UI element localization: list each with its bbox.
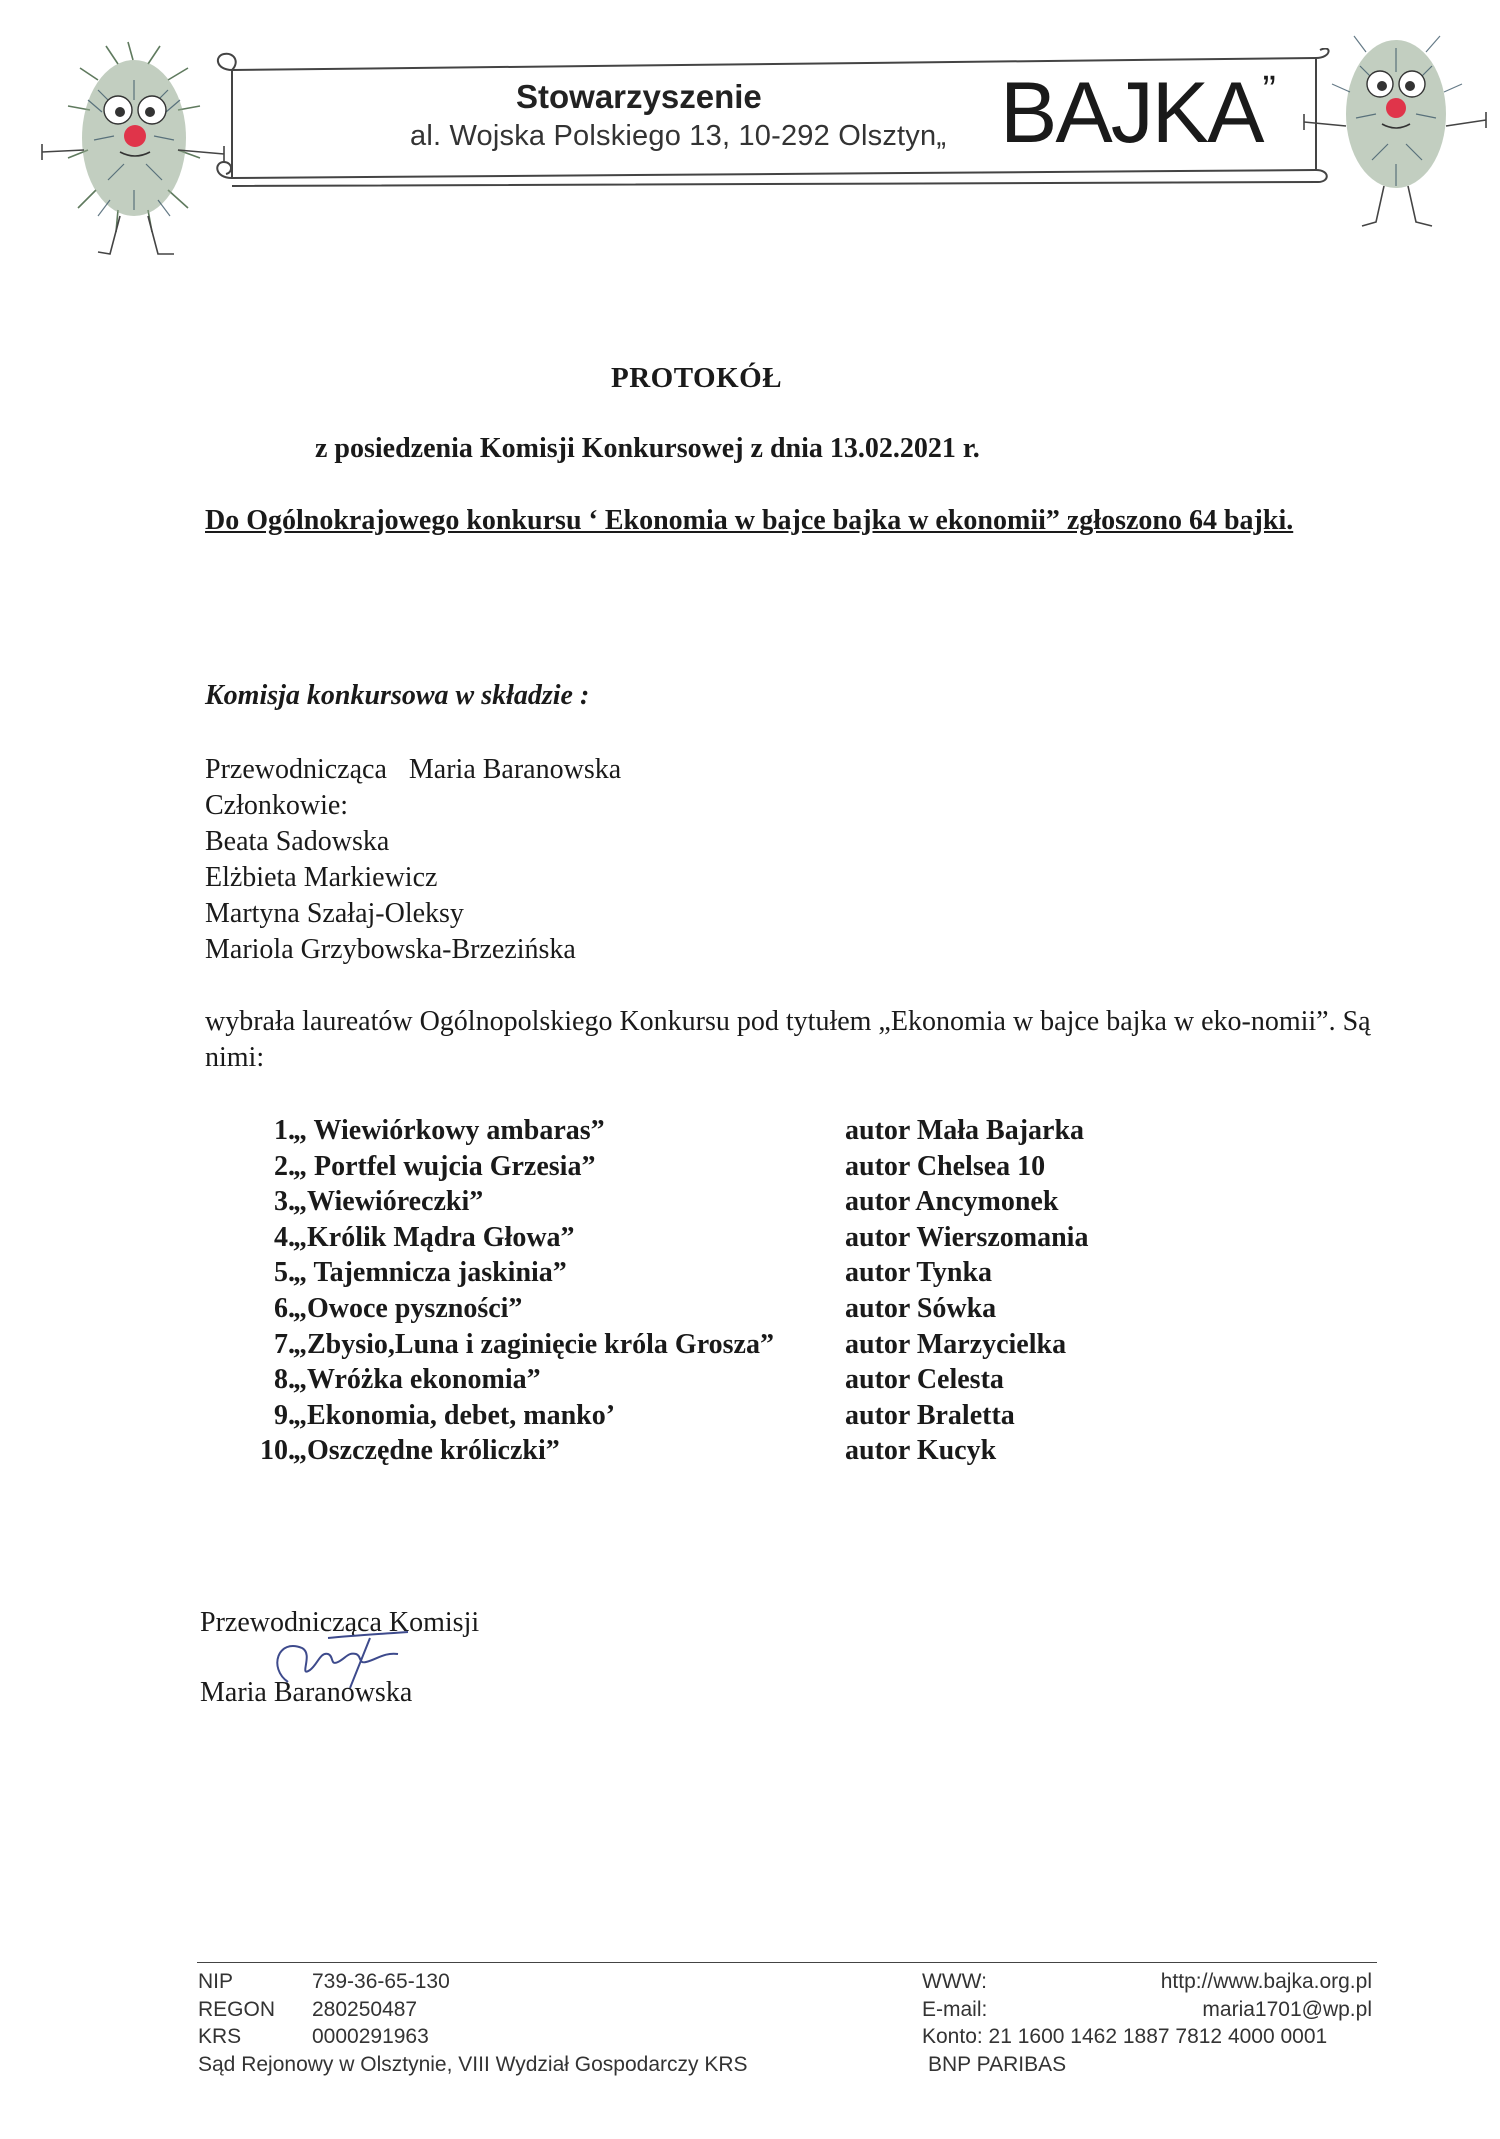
committee-member: Beata Sadowska <box>205 826 390 857</box>
organization-address <box>410 120 946 153</box>
www-label: WWW: <box>922 1970 987 1993</box>
footer-nip <box>198 1968 748 1996</box>
result-author: autor Kucyk <box>845 1435 997 1467</box>
address-quote-mark: „ <box>936 120 947 152</box>
footer-email <box>922 1996 1372 2024</box>
mascot-left-illustration <box>28 40 238 270</box>
result-author: autor Mała Bajarka <box>845 1115 1085 1146</box>
result-title: „Królik Mądra Głowa” <box>293 1221 575 1253</box>
nip-label: NIP <box>198 1970 234 1993</box>
footer-www <box>922 1968 1372 1996</box>
committee-chair <box>205 752 621 788</box>
address-text: al. Wojska Polskiego 13, 10-292 Olsztyn <box>410 120 937 152</box>
result-title: „Owoce pyszności” <box>293 1292 523 1324</box>
result-author: autor Sówka <box>845 1292 997 1324</box>
regon-label: REGON <box>198 1997 276 2021</box>
result-number: 9. <box>274 1399 295 1431</box>
result-title: „Ekonomia, debet, manko’ <box>293 1399 616 1431</box>
brand-quote-mark: ” <box>1262 68 1276 112</box>
footer-regon <box>198 1996 748 2024</box>
result-number: 10. <box>260 1435 295 1467</box>
nip-value: 739-36-65-130 <box>312 1970 450 1993</box>
footer-krs <box>198 2023 748 2051</box>
result-number: 6. <box>274 1292 295 1324</box>
krs-value: 0000291963 <box>312 2025 429 2048</box>
footer-account: Konto: 21 1600 1462 1887 7812 4000 0001 <box>922 2025 1328 2048</box>
email-link[interactable]: maria1701@wp.pl <box>1202 1997 1372 2021</box>
result-number: 7. <box>274 1328 295 1360</box>
committee-member: Mariola Grzybowska-Brzezińska <box>205 934 576 965</box>
organization-name: Stowarzyszenie <box>516 78 762 115</box>
result-number: 1. <box>274 1115 295 1146</box>
committee-list <box>205 752 621 968</box>
chair-name: Maria Baranowska <box>408 754 622 785</box>
result-author: autor Celesta <box>845 1364 1004 1396</box>
result-title: „ Portfel wujcia Grzesia” <box>293 1150 596 1182</box>
result-number: 3. <box>274 1186 295 1218</box>
result-title: „Wiewióreczki” <box>293 1186 484 1218</box>
result-title: „Zbysio,Luna i zaginięcie króla Grosza” <box>293 1328 774 1360</box>
result-number: 4. <box>274 1221 295 1253</box>
committee-member: Elżbieta Markiewicz <box>205 862 438 893</box>
contest-intro: Do Ogólnokrajowego konkursu ‘ Ekonomia w bajce bajka w ekonomii” zgłoszono 64 bajki. <box>205 505 1294 536</box>
organization-brand <box>1000 65 1276 161</box>
result-number: 2. <box>274 1150 295 1182</box>
footer-bank: BNP PARIBAS <box>928 2052 1067 2076</box>
result-author: autor Wierszomania <box>845 1221 1089 1253</box>
committee-heading: Komisja konkursowa w składzie : <box>205 680 590 711</box>
result-author: autor Braletta <box>845 1399 1015 1431</box>
krs-label: KRS <box>198 2025 242 2048</box>
signature-name: Maria Baranowska <box>200 1677 413 1708</box>
regon-value: 280250487 <box>312 1997 418 2021</box>
footer-court: Sąd Rejonowy w Olsztynie, VIII Wydział Gospodarczy KRS <box>198 2052 748 2076</box>
result-number: 5. <box>274 1257 295 1289</box>
committee-member: Martyna Szałaj-Oleksy <box>205 898 464 929</box>
chair-label: Przewodnicząca <box>205 754 387 785</box>
result-title: „ Tajemnicza jaskinia” <box>293 1257 567 1289</box>
result-author: autor Marzycielka <box>845 1328 1067 1360</box>
result-number: 8. <box>274 1364 295 1396</box>
signature-title: Przewodnicząca Komisji <box>200 1607 480 1638</box>
handwritten-signature <box>258 1618 428 1698</box>
result-title: „Wróżka ekonomia” <box>293 1364 541 1396</box>
result-author: autor Ancymonek <box>845 1186 1059 1218</box>
members-label: Członkowie: <box>205 790 349 821</box>
footer-registration <box>198 1968 748 2078</box>
result-title: „ Wiewiórkowy ambaras” <box>293 1115 605 1146</box>
result-title: „Oszczędne króliczki” <box>293 1435 560 1467</box>
result-author: autor Chelsea 10 <box>845 1150 1046 1182</box>
email-label: E-mail: <box>922 1997 988 2021</box>
document-subtitle: z posiedzenia Komisji Konkursowej z dnia 13.02.2021 r. <box>315 433 980 464</box>
footer-divider <box>197 1962 1377 1963</box>
footer-contact <box>922 1968 1372 2078</box>
winners-intro: wybrała laureatów Ogólnopolskiego Konkursu pod tytułem „Ekonomia w bajce bajka w eko-nomii”. Są nimi: <box>205 1006 1371 1073</box>
document-title: PROTOKÓŁ <box>611 362 783 394</box>
www-link[interactable]: http://www.bajka.org.pl <box>1160 1970 1372 1993</box>
brand-text: BAJKA <box>1000 65 1263 161</box>
result-author: autor Tynka <box>845 1257 993 1289</box>
